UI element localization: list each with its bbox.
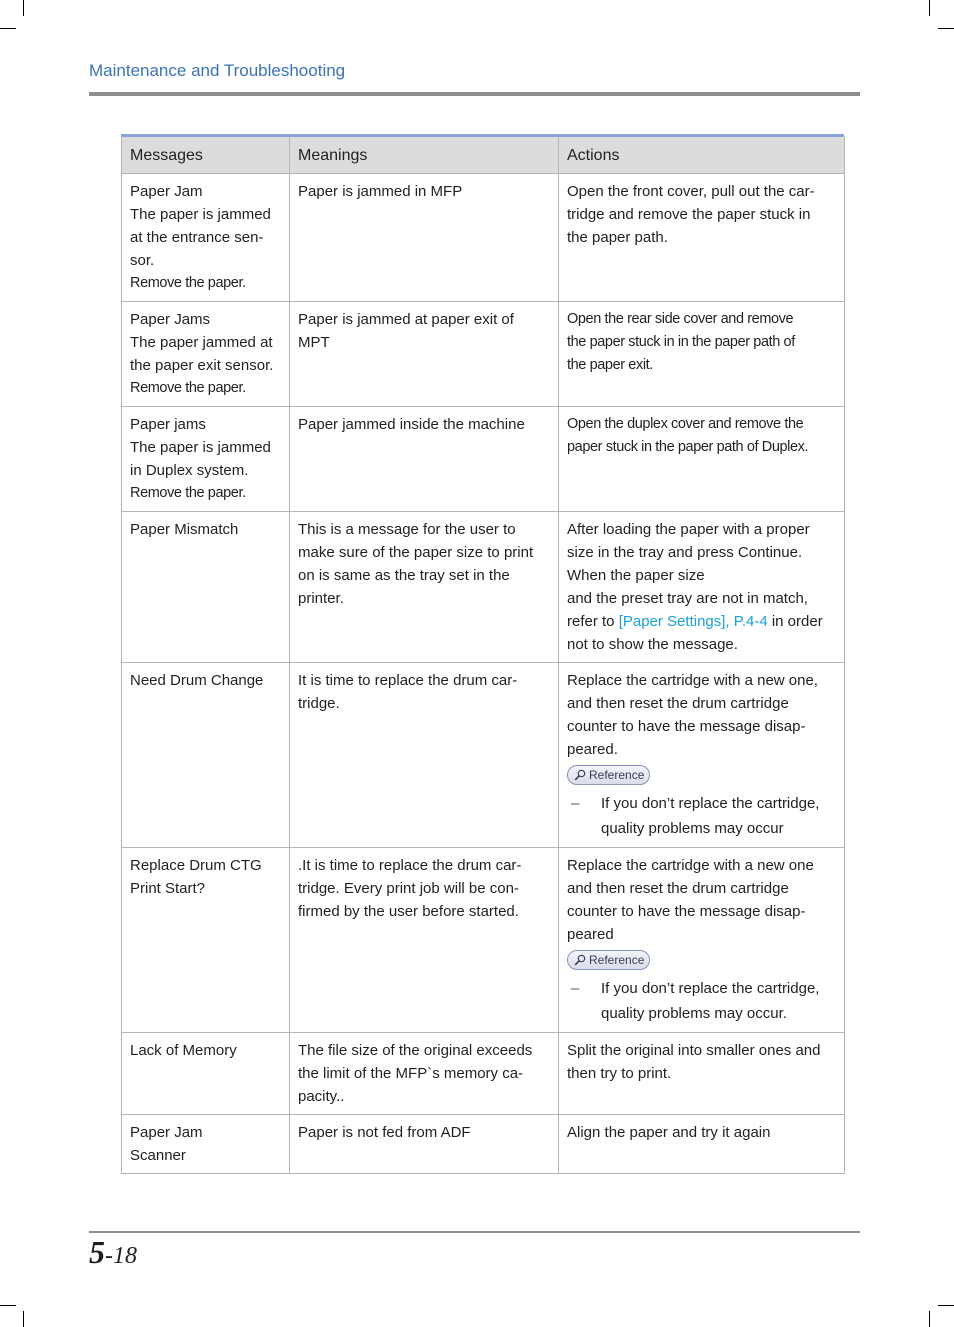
message-line: Paper Jams [130,311,211,328]
meaning-line: The file size of the original exceeds [298,1042,533,1059]
table-row [122,1033,845,1115]
message-line: Paper Jam [130,1124,203,1141]
action-line: Replace the cartridge with a new one [567,857,814,874]
action-cell [559,663,845,848]
refer-prefix: refer to [567,613,619,630]
message-line: in Duplex system. [130,462,249,479]
meaning-line: It is time to replace the drum car- [298,672,518,689]
section-header-title: Maintenance and Troubleshooting [89,61,346,80]
meaning-line: the limit of the MFP`s memory ca- [298,1065,524,1082]
action-line: and then reset the drum cartridge [567,695,789,712]
meaning-line: Paper is jammed in MFP [298,183,463,200]
action-cell [559,407,845,512]
meaning-line: This is a message for the user to [298,521,516,538]
reference-badge[interactable] [567,765,650,785]
meaning-line: Paper is not fed from ADF [298,1124,471,1141]
meaning-cell [290,302,559,407]
crop-mark [929,0,930,16]
table-row [122,1115,845,1174]
message-cell [122,663,290,848]
action-line: peared [567,926,614,943]
column-header-meanings: Meanings [290,137,559,174]
meaning-cell [290,663,559,848]
refer-suffix: in order [767,613,823,630]
action-line: and the preset tray are not in match, [567,590,808,607]
action-line: After loading the paper with a proper [567,521,810,538]
meaning-cell [290,512,559,663]
note [567,791,836,841]
meaning-line: Paper jammed inside the machine [298,416,525,433]
message-cell [122,512,290,663]
message-line: The paper is jammed [130,439,271,456]
footer-rule [89,1231,860,1233]
meaning-line: pacity.. [298,1088,345,1105]
crop-mark [938,1305,954,1306]
message-line: The paper is jammed [130,206,271,223]
table-row [122,174,845,302]
message-line: Scanner [130,1147,186,1164]
message-cell [122,407,290,512]
message-line: Remove the paper. [130,485,246,501]
note-line: If you don’t replace the cartridge, [601,795,820,812]
action-line: the paper path. [567,229,668,246]
column-header-messages: Messages [122,137,290,174]
action-line: then try to print. [567,1065,672,1082]
meaning-line: tridge. Every print job will be con- [298,880,519,897]
note-dash: – [571,980,580,997]
action-line: the paper exit. [567,357,653,373]
message-line: Paper Jam [130,183,203,200]
message-line: Print Start? [130,880,206,897]
message-line: Remove the paper. [130,380,246,396]
message-line: Need Drum Change [130,672,264,689]
action-line: Open the front cover, pull out the car- [567,183,815,200]
crop-mark [938,28,954,29]
action-line: size in the tray and press Continue. [567,544,803,561]
chapter-number: 5 [89,1234,105,1270]
action-line: counter to have the message disap- [567,718,806,735]
action-cell [559,1115,845,1174]
table-row [122,512,845,663]
note-line: quality problems may occur [601,820,784,837]
note-dash: – [571,795,580,812]
message-line: Paper jams [130,416,206,433]
action-line: and then reset the drum cartridge [567,880,789,897]
messages-table [121,134,844,1174]
table-row [122,407,845,512]
message-line: Replace Drum CTG [130,857,262,874]
message-line: at the entrance sen- [130,229,264,246]
paper-settings-link[interactable]: [Paper Settings], P.4-4 [618,613,768,630]
table-header-row [122,137,845,174]
header-rule [89,92,860,96]
meaning-line: Paper is jammed at paper exit of [298,311,514,328]
magnifier-icon [574,954,586,966]
reference-badge[interactable] [567,950,650,970]
action-cell [559,1033,845,1115]
magnifier-icon [574,769,586,781]
page-number [89,1234,137,1271]
table-row [122,848,845,1033]
message-line: Remove the paper. [130,275,246,291]
meaning-cell [290,407,559,512]
crop-mark [0,1305,16,1306]
note-line: If you don’t replace the cartridge, [601,980,820,997]
action-line: the paper stuck in in the paper path of [567,334,795,350]
note-line: quality problems may occur. [601,1005,787,1022]
action-line: Replace the cartridge with a new one, [567,672,818,689]
message-line: the paper exit sensor. [130,357,274,374]
note [567,976,836,1026]
message-line: Lack of Memory [130,1042,237,1059]
meaning-line: printer. [298,590,344,607]
action-line: peared. [567,741,618,758]
message-line: The paper jammed at [130,334,273,351]
message-cell [122,302,290,407]
action-cell [559,512,845,663]
note-text [601,791,819,841]
action-line: counter to have the message disap- [567,903,806,920]
action-cell [559,302,845,407]
message-cell [122,848,290,1033]
action-line: tridge and remove the paper stuck in [567,206,811,223]
action-line: paper stuck in the paper path of Duplex. [567,439,809,455]
message-cell [122,1115,290,1174]
action-line: Align the paper and try it again [567,1124,771,1141]
meaning-line: firmed by the user before started. [298,903,519,920]
column-header-actions: Actions [559,137,845,174]
meaning-line: on is same as the tray set in the [298,567,510,584]
meaning-cell [290,848,559,1033]
note-text [601,976,819,1026]
action-line: not to show the message. [567,636,738,653]
meaning-line: tridge. [298,695,340,712]
action-line: Split the original into smaller ones and [567,1042,821,1059]
meaning-cell [290,1115,559,1174]
action-line [567,610,836,633]
message-line: Paper Mismatch [130,521,239,538]
message-line: sor. [130,252,155,269]
page-index: -18 [105,1243,137,1269]
reference-label: Reference [589,953,645,967]
meaning-cell [290,1033,559,1115]
crop-mark [929,1311,930,1327]
crop-mark [23,1311,24,1327]
message-cell [122,174,290,302]
reference-label: Reference [589,768,645,782]
message-cell [122,1033,290,1115]
table-row [122,663,845,848]
action-line: Open the rear side cover and remove [567,311,794,327]
crop-mark [0,28,16,29]
meaning-line: make sure of the paper size to print [298,544,534,561]
table-row [122,302,845,407]
action-cell [559,848,845,1033]
action-line: Open the duplex cover and remove the [567,416,804,432]
crop-mark [23,0,24,16]
meaning-line: .It is time to replace the drum car- [298,857,522,874]
action-cell [559,174,845,302]
meaning-line: MPT [298,334,330,351]
meaning-cell [290,174,559,302]
action-line: When the paper size [567,567,705,584]
